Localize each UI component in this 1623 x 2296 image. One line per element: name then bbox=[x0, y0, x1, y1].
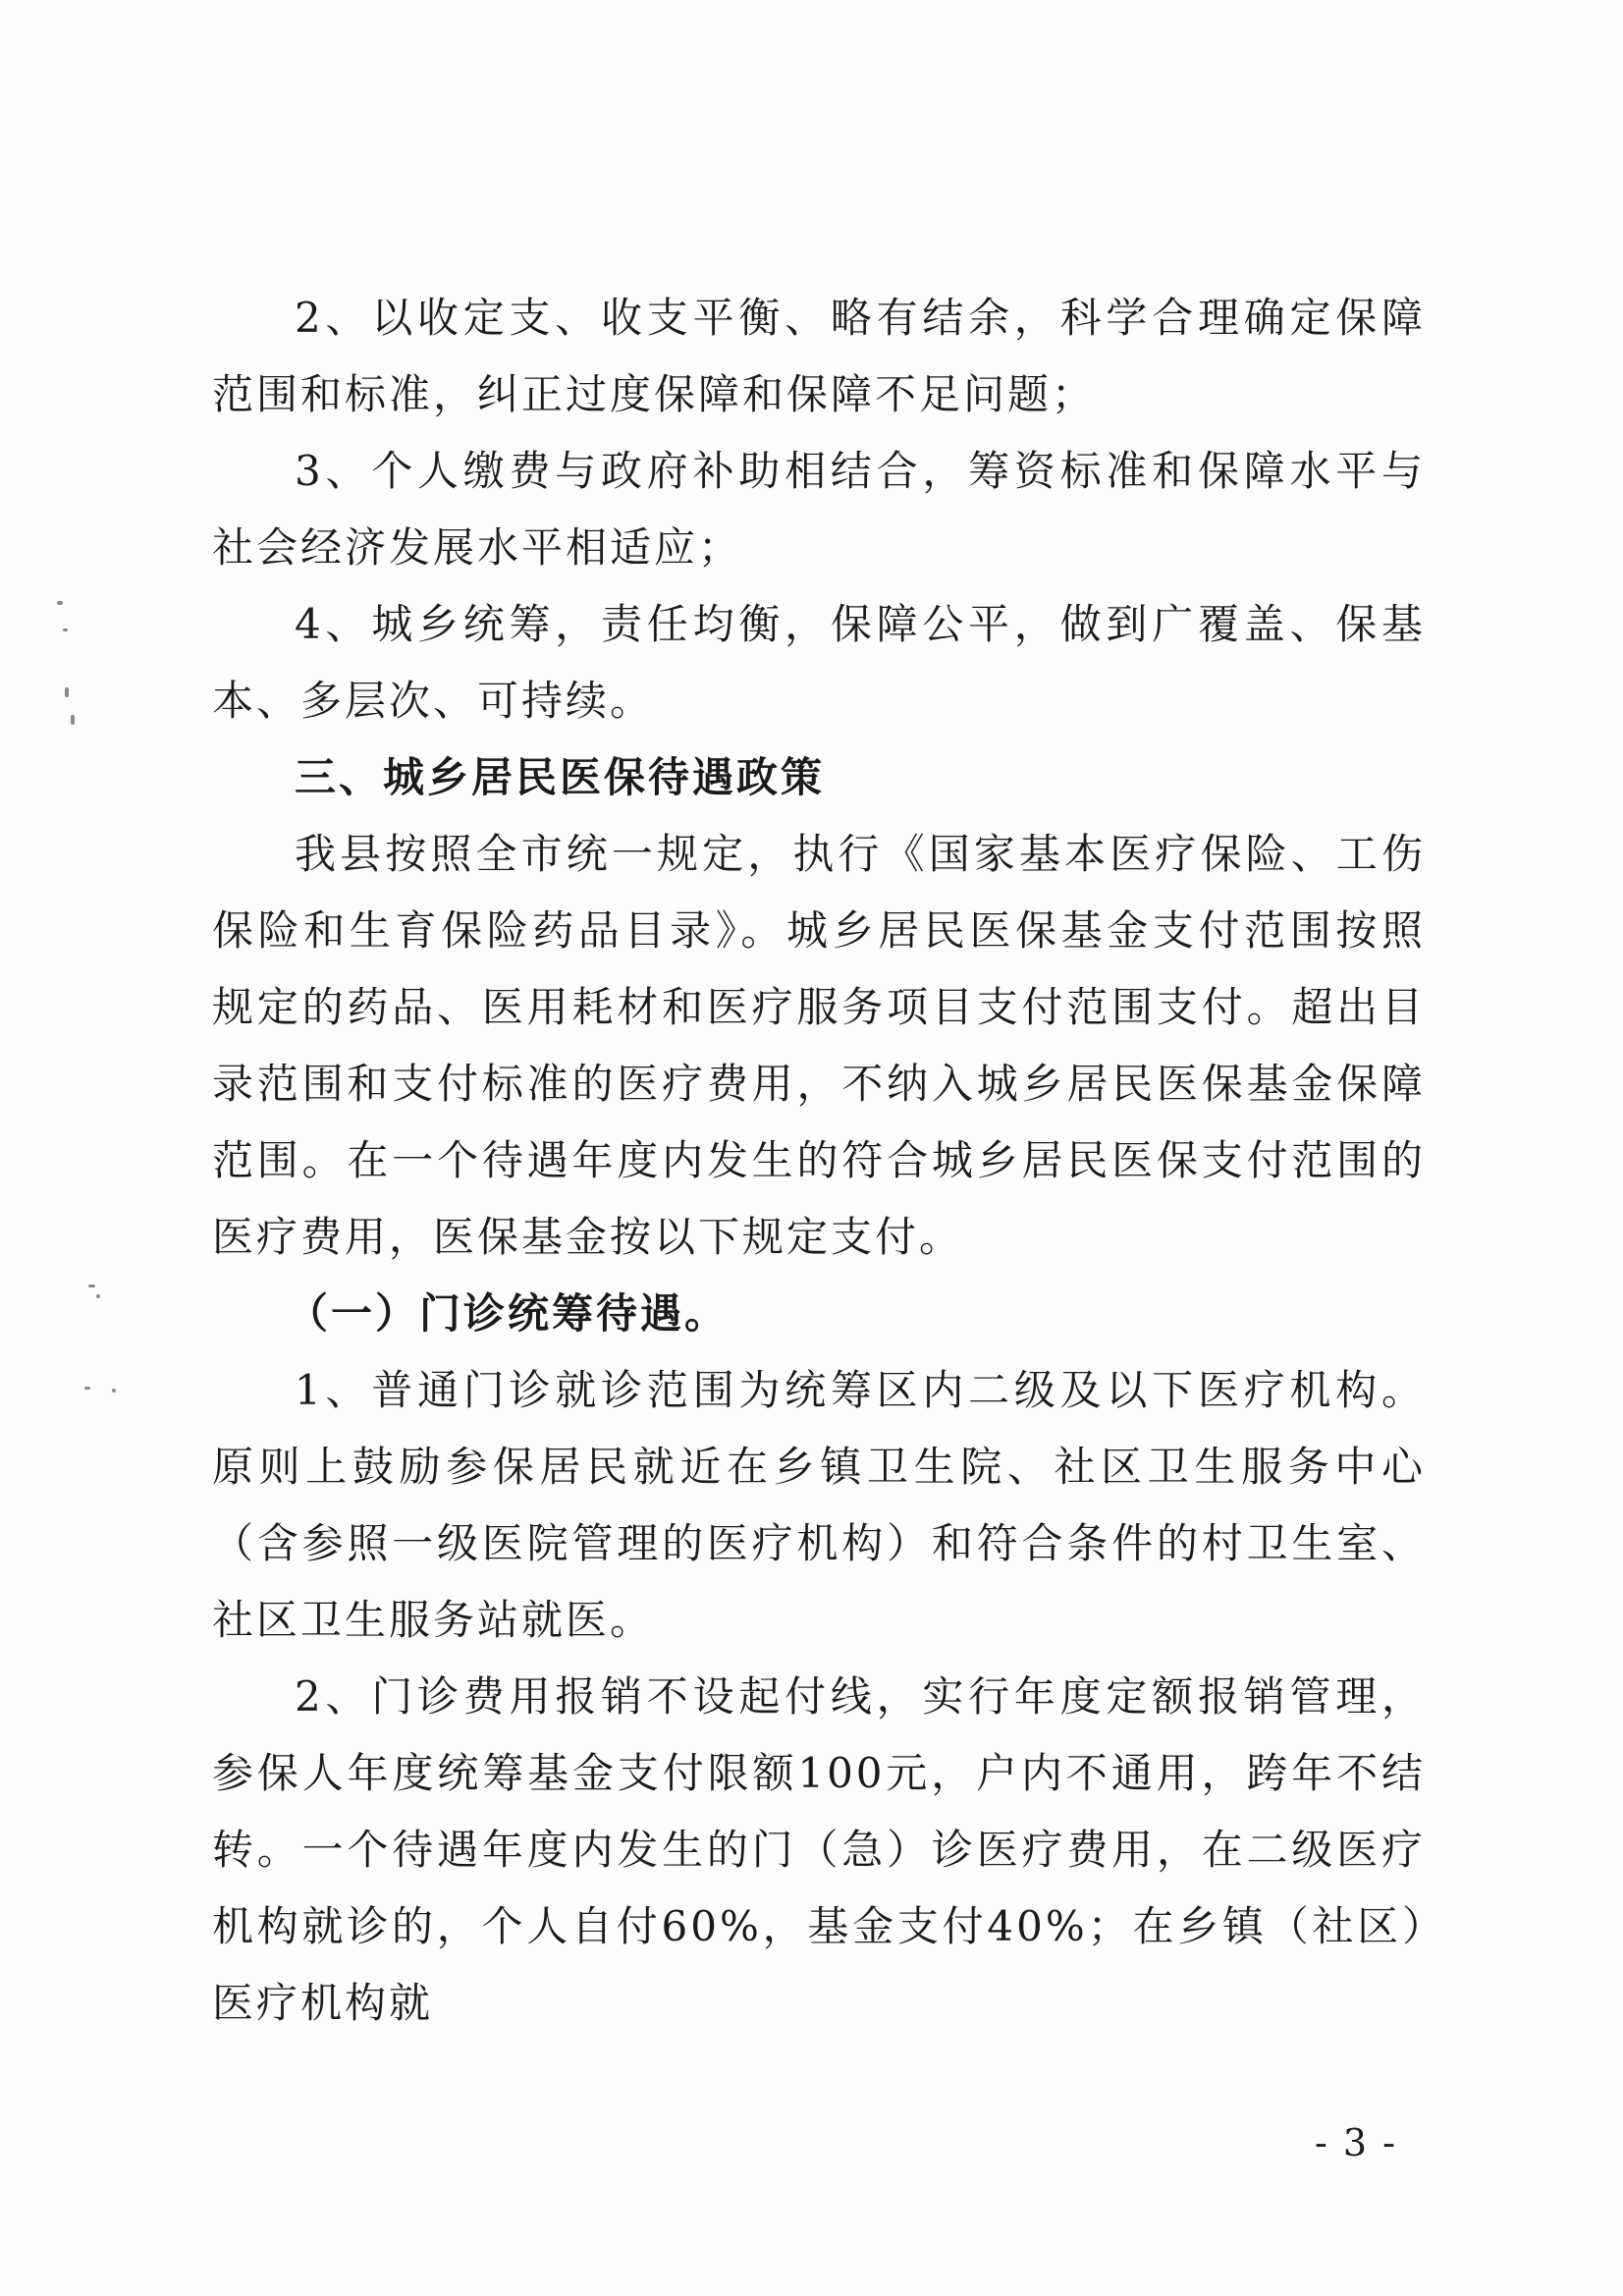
scan-speck bbox=[57, 601, 63, 605]
scan-speck bbox=[71, 715, 75, 725]
subsection-heading: （一）门诊统筹待遇。 bbox=[287, 1289, 730, 1338]
scan-speck bbox=[112, 1389, 116, 1393]
scan-speck bbox=[65, 687, 69, 697]
principle-3-paragraph: 3、个人缴费与政府补助相结合，筹资标准和保障水平与社会经济发展水平相适应； bbox=[212, 447, 1426, 572]
section-heading: 三、城乡居民医保待遇政策 bbox=[295, 753, 826, 801]
principle-2-paragraph: 2、以收定支、收支平衡、略有结余，科学合理确定保障范围和标准，纠正过度保障和保障不足问题； bbox=[212, 294, 1426, 418]
page-number: - 3 - bbox=[1314, 2121, 1397, 2164]
scan-speck bbox=[96, 1294, 100, 1298]
scan-speck bbox=[63, 629, 68, 631]
policy-intro-paragraph: 我县按照全市统一规定，执行《国家基本医疗保险、工伤保险和生育保险药品目录》。城乡居民医保基金支付范围按照规定的药品、医用耗材和医疗服务项目支付范围支付。超出目录范围和支付标准的医疗费用，不纳入城乡居民医保基金保障范围。在一个待遇年度内发生的符合城乡居民医保支付范围的医疗费用，医保基金按以下规定支付。 bbox=[212, 830, 1426, 1261]
scan-speck bbox=[88, 1285, 95, 1287]
principle-4-paragraph: 4、城乡统筹，责任均衡，保障公平，做到广覆盖、保基本、多层次、可持续。 bbox=[212, 600, 1426, 725]
outpatient-scope-paragraph: 1、普通门诊就诊范围为统筹区内二级及以下医疗机构。原则上鼓励参保居民就近在乡镇卫生院、社区卫生服务中心（含参照一级医院管理的医疗机构）和符合条件的村卫生室、社区卫生服务站就医。 bbox=[212, 1366, 1426, 1644]
outpatient-reimbursement-paragraph: 2、门诊费用报销不设起付线，实行年度定额报销管理，参保人年度统筹基金支付限额100元，户内不通用，跨年不结转。一个待遇年度内发生的门（急）诊医疗费用，在二级医疗机构就诊的，个人自付60%，基金支付40%；在乡镇（社区）医疗机构就 bbox=[212, 1672, 1426, 2027]
scan-speck bbox=[84, 1387, 90, 1390]
document-body bbox=[212, 280, 1426, 2042]
